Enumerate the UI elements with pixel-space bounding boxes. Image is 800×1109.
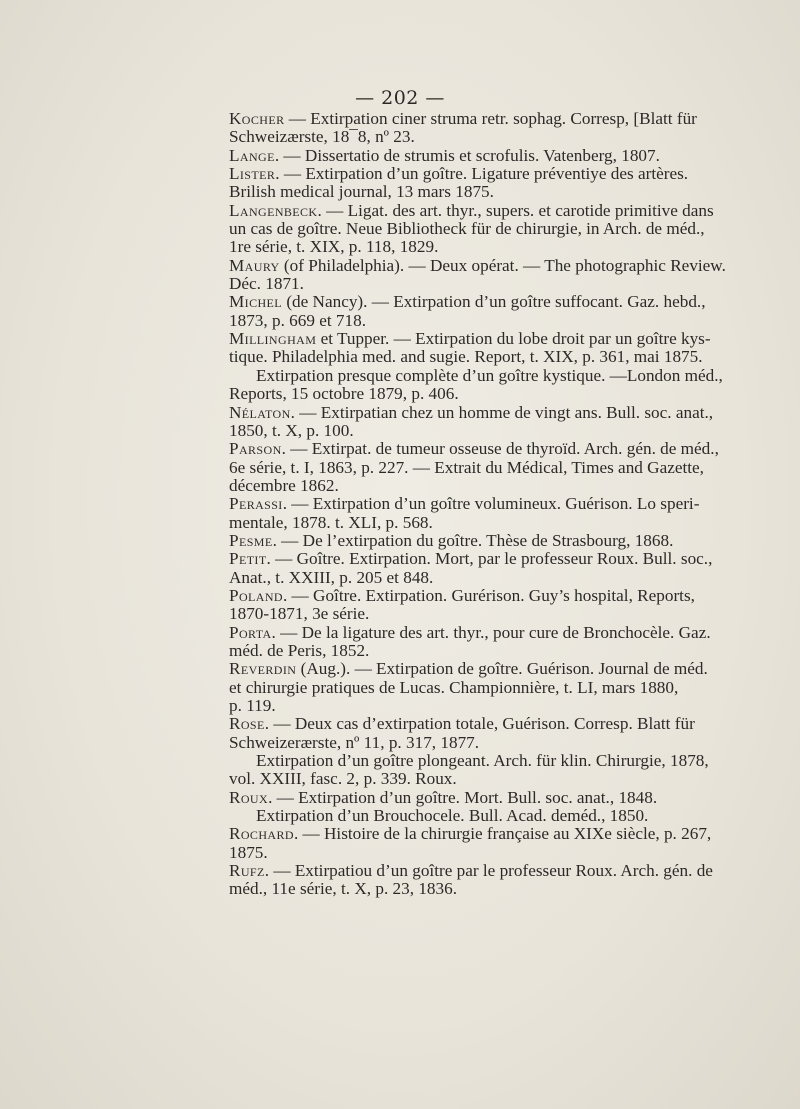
- entry-text: . — Ligat. des art. thyr., supers. et carotide primitive dans: [317, 200, 714, 220]
- bibliography-entry: [229, 532, 689, 550]
- entry-first-line: [229, 164, 689, 184]
- entry-continuation-line: 1850, t. X, p. 100.: [229, 420, 354, 440]
- entry-author: Poland: [229, 585, 283, 605]
- entry-continuation-line: mentale, 1878. t. XLI, p. 568.: [229, 512, 433, 532]
- bibliography-entry: [229, 494, 700, 532]
- entry-author: Pesme: [229, 530, 273, 550]
- entry-text: . — Deux cas d’extirpation totale, Guérison. Corresp. Blatt für: [264, 714, 695, 734]
- entry-author: Michel: [229, 292, 283, 312]
- entry-text: . — Extirpat. de tumeur osseuse de thyroïd. Arch. gén. de méd.,: [281, 439, 719, 459]
- entry-text: . — De l’extirpation du goître. Thèse de Strasbourg, 1868.: [272, 530, 674, 550]
- bibliography-list: [229, 109, 726, 899]
- entry-text: . — Goître. Extirpation. Mort, par le professeur Roux. Bull. soc.,: [266, 549, 713, 569]
- bibliography-entry: [229, 329, 723, 404]
- bibliography-entry: [229, 861, 713, 899]
- bibliography-entry: [229, 714, 709, 789]
- entry-first-line: [229, 787, 689, 807]
- entry-continuation-line: vol. XXIII, fasc. 2, p. 339. Roux.: [229, 769, 457, 789]
- entry-author: Parson: [229, 439, 282, 459]
- bibliography-entry: [229, 402, 714, 441]
- bibliography-entry: [229, 824, 712, 862]
- entry-text: . — Extirpation d’un goître. Mort. Bull. soc. anat., 1848.: [268, 787, 658, 807]
- entry-author: Porta: [229, 622, 272, 642]
- entry-author: Rochard: [229, 824, 294, 844]
- entry-author: Perassi: [229, 494, 283, 514]
- entry-author: Roux: [229, 787, 269, 807]
- entry-first-line: [229, 292, 706, 312]
- entry-first-line: [229, 145, 689, 165]
- bibliography-entry: [229, 109, 697, 147]
- entry-author: Kocher: [229, 109, 285, 128]
- entry-text: . — Histoire de la chirurgie française au XIXe siècle, p. 267,: [293, 824, 712, 844]
- entry-continuation-line: tique. Philadelphia med. and sugie. Report, t. XIX, p. 361, mai 1875.: [229, 347, 703, 367]
- entry-author: Langenbeck: [229, 200, 318, 220]
- entry-first-line: [229, 622, 711, 642]
- entry-text: . — De la ligature des art. thyr., pour cure de Bronchocèle. Gaz.: [271, 622, 711, 642]
- entry-sub-line: Extirpation d’un goître plongeant. Arch. für klin. Chirurgie, 1878,: [256, 751, 709, 771]
- entry-continuation-line: Reports, 15 octobre 1879, p. 406.: [229, 384, 459, 404]
- entry-continuation-line: un cas de goître. Neue Bibliotheck für de chirurgie, in Arch. de méd.,: [229, 219, 705, 239]
- bibliography-entry: [229, 659, 708, 715]
- bibliography-entry: [229, 622, 711, 661]
- bibliography-entry: [229, 549, 713, 587]
- bibliography-entry: [229, 165, 689, 202]
- entry-author: Reverdin: [229, 659, 297, 679]
- entry-text: . — Goître. Extirpation. Gurérison. Guy’s hospital, Reports,: [282, 585, 695, 605]
- entry-text: (Aug.). — Extirpation de goître. Guérison. Journal de méd.: [296, 659, 708, 679]
- entry-author: Petit: [229, 549, 267, 569]
- entry-first-line: [229, 109, 697, 128]
- entry-continuation-line: et chirurgie pratiques de Lucas. Championnière, t. LI, mars 1880,: [229, 677, 679, 697]
- entry-first-line: [229, 439, 719, 459]
- entry-first-line: [229, 585, 695, 605]
- entry-continuation-line: méd., 11e série, t. X, p. 23, 1836.: [229, 879, 458, 899]
- entry-first-line: [229, 861, 713, 881]
- entry-sub-line: Extirpation d’un Brouchocele. Bull. Acad. deméd., 1850.: [256, 806, 649, 826]
- bibliography-entry: [229, 789, 689, 826]
- entry-author: Lister: [229, 164, 276, 184]
- entry-author: Maury: [229, 255, 280, 275]
- entry-continuation-line: Anat., t. XXIII, p. 205 et 848.: [229, 567, 434, 587]
- entry-continuation-line: 1870-1871, 3e série.: [229, 604, 370, 624]
- bibliography-entry: [229, 147, 689, 165]
- entry-first-line: [229, 494, 700, 514]
- entry-author: Lange: [229, 145, 275, 165]
- entry-continuation-line: Schweizerærste, nº 11, p. 317, 1877.: [229, 732, 480, 752]
- entry-continuation-line: 1873, p. 669 et 718.: [229, 310, 367, 330]
- entry-text: et Tupper. — Extirpation du lobe droit par un goître kys-: [316, 329, 711, 349]
- entry-author: Millingham: [229, 329, 317, 349]
- entry-continuation-line: méd. de Peris, 1852.: [229, 640, 370, 660]
- bibliography-entry: [229, 255, 726, 294]
- entry-first-line: [229, 255, 726, 275]
- bibliography-entry: [229, 200, 714, 257]
- entry-continuation-line: Déc. 1871.: [229, 274, 304, 294]
- entry-continuation-line: Brilish medical journal, 13 mars 1875.: [229, 182, 494, 202]
- entry-first-line: [229, 530, 689, 550]
- entry-continuation-line: p. 119.: [229, 696, 276, 715]
- entry-continuation-line: 1875.: [229, 842, 268, 862]
- entry-author: Nélaton: [229, 402, 291, 422]
- entry-text: . — Dissertatio de strumis et scrofulis. Vatenberg, 1807.: [274, 145, 660, 165]
- entry-text: — Extirpation ciner struma retr. sophag. Corresp, [Blatt für: [284, 109, 697, 128]
- entry-text: (of Philadelphia). — Deux opérat. — The photographic Review.: [279, 255, 726, 275]
- entry-author: Rufz: [229, 861, 265, 881]
- entry-first-line: [229, 714, 695, 734]
- entry-continuation-line: décembre 1862.: [229, 475, 339, 495]
- bibliography-entry: [229, 585, 695, 624]
- entry-continuation-line: 6e série, t. I, 1863, p. 227. — Extrait du Médical, Times and Gazette,: [229, 457, 704, 477]
- bibliography-entry: [229, 292, 706, 330]
- bibliography-entry: [229, 439, 719, 495]
- entry-text: . — Extirpation d’un goître volumineux. Guérison. Lo speri-: [282, 494, 700, 514]
- entry-continuation-line: 1re série, t. XIX, p. 118, 1829.: [229, 237, 439, 257]
- entry-first-line: [229, 329, 711, 349]
- entry-text: . — Extirpatian chez un homme de vingt ans. Bull. soc. anat.,: [290, 402, 714, 422]
- entry-text: . — Extirpation d’un goître. Ligature préventiye des artères.: [275, 164, 689, 184]
- entry-text: (de Nancy). — Extirpation d’un goître suffocant. Gaz. hebd.,: [282, 292, 706, 312]
- entry-first-line: [229, 824, 712, 844]
- entry-continuation-line: Schweizærste, 18¯8, nº 23.: [229, 127, 415, 147]
- entry-first-line: [229, 402, 714, 422]
- entry-first-line: [229, 659, 708, 679]
- entry-text: . — Extirpatiou d’un goître par le professeur Roux. Arch. gén. de: [264, 861, 713, 881]
- entry-first-line: [229, 200, 714, 220]
- entry-author: Rose: [229, 714, 265, 734]
- entry-sub-line: Extirpation presque complète d’un goître kystique. —London méd.,: [256, 365, 723, 385]
- entry-first-line: [229, 549, 713, 569]
- page-number: — 202 —: [355, 87, 445, 109]
